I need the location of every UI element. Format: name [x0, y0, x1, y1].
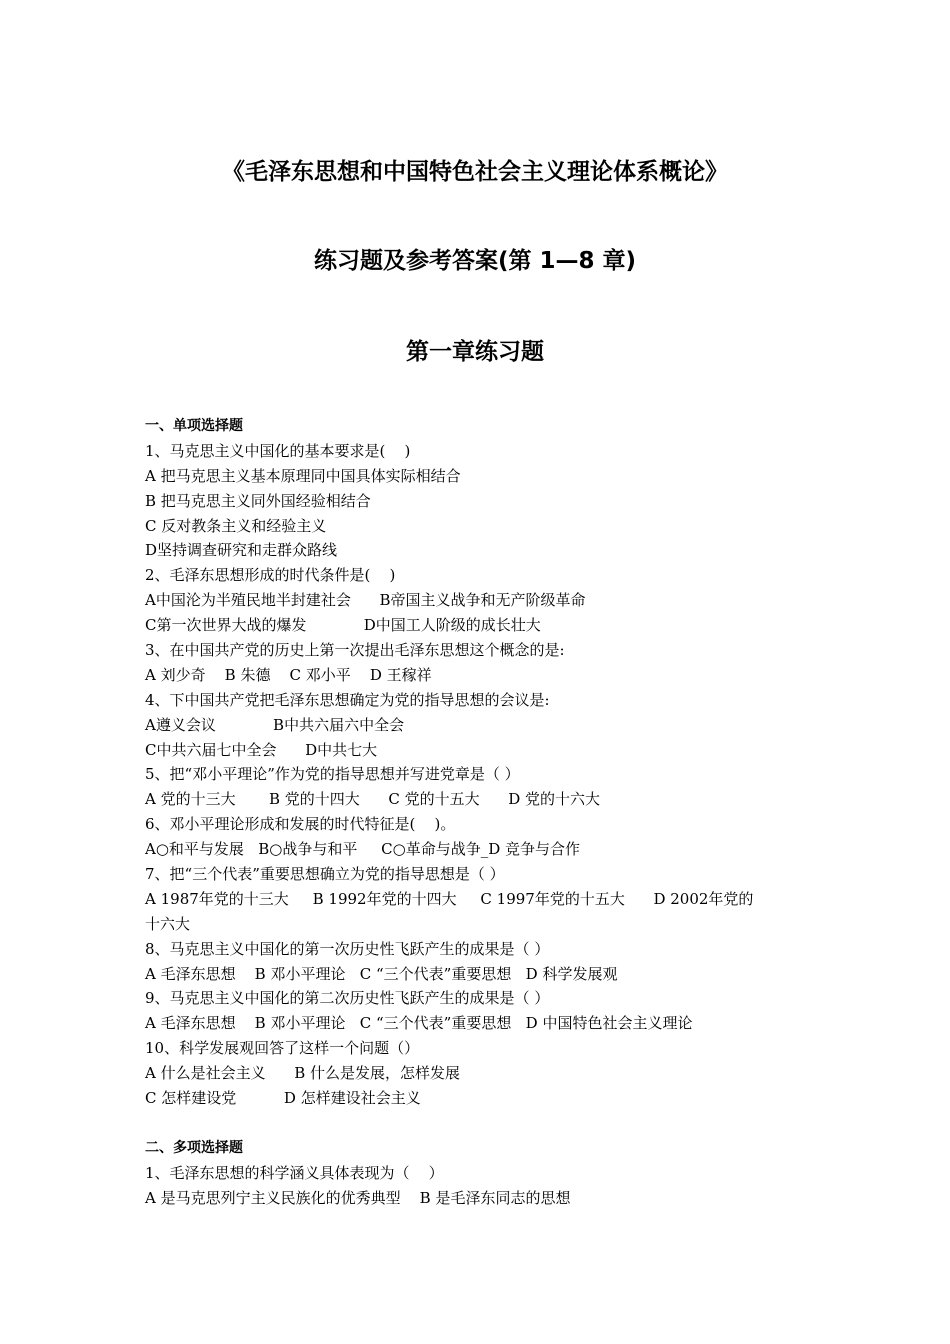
option-line: A 毛泽东思想 B 邓小平理论 C “三个代表”重要思想 D 中国特色社会主义理论	[145, 1014, 693, 1033]
option-line: A 什么是社会主义 B 什么是发展，怎样发展	[145, 1064, 461, 1083]
question-line: 9、马克思主义中国化的第二次历史性飞跃产生的成果是（ ）	[145, 989, 550, 1008]
section-heading-multiple-choice: 二、多项选择题	[145, 1139, 243, 1156]
question-line: 3、在中国共产党的历史上第一次提出毛泽东思想这个概念的是:	[145, 641, 565, 660]
document-subtitle: 练习题及参考答案(第 1—8 章)	[313, 248, 637, 274]
question-line: 4、下中国共产党把毛泽东思想确定为党的指导思想的会议是:	[145, 690, 550, 709]
question-line: 2、毛泽东思想形成的时代条件是( )	[145, 566, 396, 585]
option-line: A遵义会议 B中共六届六中全会	[145, 715, 405, 734]
book-title: 《毛泽东思想和中国特色社会主义理论体系概论》	[222, 159, 728, 185]
question-line: 6、邓小平理论形成和发展的时代特征是( )。	[145, 815, 456, 834]
chapter-title: 第一章练习题	[406, 339, 544, 365]
option-line: A 把马克思主义基本原理同中国具体实际相结合	[145, 466, 461, 485]
option-line: D坚持调查研究和走群众路线	[145, 541, 338, 560]
option-line: C 反对教条主义和经验主义	[145, 516, 327, 535]
document-body	[145, 414, 825, 1211]
single-choice-questions	[145, 439, 825, 1111]
option-line: A中国沦为半殖民地半封建社会 B帝国主义战争和无产阶级革命	[145, 591, 586, 610]
option-line: A 是马克思列宁主义民族化的优秀典型 B 是毛泽东同志的思想	[145, 1188, 571, 1207]
question-line: 1、马克思主义中国化的基本要求是( )	[145, 441, 411, 460]
question-line: 8、马克思主义中国化的第一次历史性飞跃产生的成果是（ ）	[145, 939, 550, 958]
section-heading-single-choice: 一、单项选择题	[145, 418, 243, 434]
option-line: A○和平与发展 B○战争与和平 C○革命与战争_D 竞争与合作	[145, 840, 581, 859]
question-line: 10、科学发展观回答了这样一个问题（）	[145, 1039, 420, 1058]
question-line: 5、把“邓小平理论”作为党的指导思想并写进党章是（ ）	[145, 765, 520, 784]
option-line: A 1987年党的十三大 B 1992年党的十四大 C 1997年党的十五大 D 2002年党的	[145, 889, 754, 908]
option-line: C 怎样建设党 D 怎样建设社会主义	[145, 1089, 421, 1108]
option-line: A 刘少奇 B 朱德 C 邓小平 D 王稼祥	[145, 665, 432, 684]
option-line: A 毛泽东思想 B 邓小平理论 C “三个代表”重要思想 D 科学发展观	[145, 964, 618, 983]
option-line: B 把马克思主义同外国经验相结合	[145, 491, 371, 510]
question-line: 1、毛泽东思想的科学涵义具体表现为（ ）	[145, 1163, 444, 1182]
section-spacer	[145, 1111, 825, 1136]
option-line: C第一次世界大战的爆发 D中国工人阶级的成长壮大	[145, 616, 541, 635]
question-line: 7、把“三个代表”重要思想确立为党的指导思想是（ ）	[145, 865, 505, 884]
multiple-choice-questions	[145, 1161, 825, 1211]
option-line: A 党的十三大 B 党的十四大 C 党的十五大 D 党的十六大	[145, 790, 601, 809]
option-line-continued: 十六大	[145, 914, 191, 933]
option-line: C中共六届七中全会 D中共七大	[145, 740, 378, 759]
